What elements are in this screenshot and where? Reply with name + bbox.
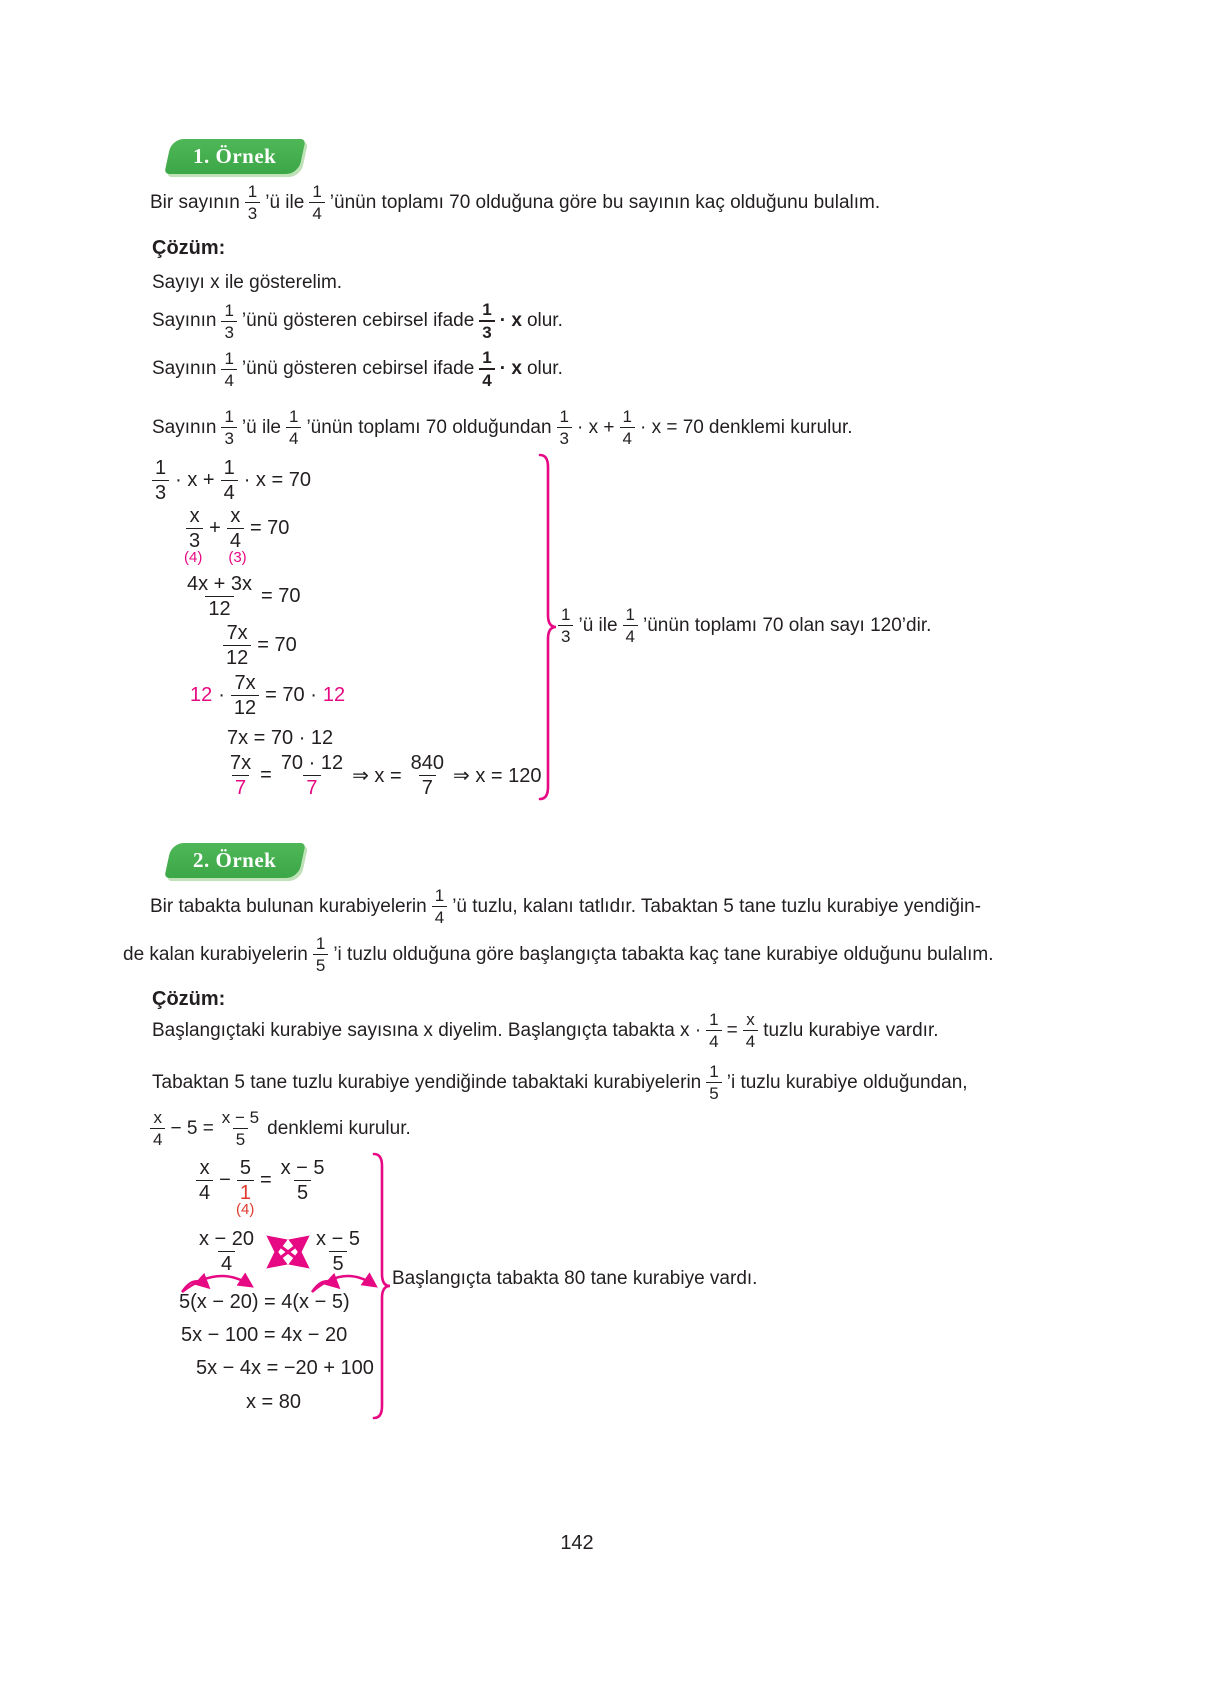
fraction: $\frac{840}{7}$	[410, 752, 445, 800]
fraction: $\frac{1}{4}$	[479, 348, 494, 390]
step-annotation: (4) (3)	[184, 549, 247, 566]
denominator: 4	[309, 202, 324, 223]
fraction: $\frac{1}{3}$	[479, 300, 494, 342]
cross-multiply-arrows-icon	[263, 1231, 313, 1273]
solution-line: $\frac{x}{4}$ − 5 = $\frac{x - 5}{5}$ denklemi kurulur.	[150, 1108, 411, 1149]
math-step: $\frac{1}{3}$ · x + $\frac{1}{4}$ · x = 70	[152, 457, 311, 505]
math-step: $\frac{x}{3}$ + $\frac{x}{4}$ = 70	[186, 505, 289, 553]
math-step: x = 80	[246, 1391, 302, 1413]
fraction: $\frac{x}{4}$	[196, 1157, 213, 1205]
fraction	[309, 182, 324, 223]
fraction: $\frac{1}{3}$	[221, 407, 236, 448]
math-step: 5x − 4x = −20 + 100	[196, 1357, 374, 1379]
example2-problem-text-line2: de kalan kurabiyelerin $\frac{1}{5}$ ’i tuzlu olduğuna göre başlangıçta tabakta kaç tane kurabiye olduğunu bulalım.	[123, 934, 994, 976]
fraction: $\frac{x - 5}{5}$	[280, 1157, 325, 1205]
math-step: 5(x − 20) = 4(x − 5)	[179, 1291, 350, 1313]
math-step: $\frac{x}{4}$ − $\frac{5}{1}$ = $\frac{x - 5}{5}$	[196, 1157, 328, 1205]
fraction	[245, 182, 260, 223]
fraction: $\frac{x - 20}{4}$	[199, 1228, 255, 1276]
math-step: $\frac{7x}{7}$ = $\frac{70 \cdot 12}{7}$ ⇒ x = $\frac{840}{7}$ ⇒ x = 120	[227, 752, 542, 800]
fraction: $\frac{1}{4}$	[286, 407, 301, 448]
fraction: $\frac{1}{4}$	[706, 1010, 721, 1051]
fraction: $\frac{1}{5}$	[706, 1062, 721, 1103]
example1-badge	[164, 139, 305, 174]
fraction: $\frac{7x}{12}$	[231, 672, 259, 720]
fraction: $\frac{x}{3}$	[186, 505, 203, 553]
fraction: $\frac{1}{5}$	[313, 934, 328, 975]
fraction: $\frac{x - 5}{5}$	[316, 1228, 360, 1276]
summary-brace-icon	[368, 1152, 394, 1420]
fraction: $\frac{1}{3}$	[152, 457, 169, 505]
example2-badge	[164, 843, 305, 878]
fraction: $\frac{1}{4}$	[221, 457, 238, 505]
fraction: $\frac{7x}{12}$	[223, 622, 251, 670]
solution-line: Sayının $\frac{1}{4}$ ’ünü gösteren cebirsel ifade $\frac{1}{4}$ · x olur.	[152, 348, 563, 391]
fraction: $\frac{70 \cdot 12}{7}$	[280, 752, 344, 800]
solution-line: Sayının $\frac{1}{3}$ ’ü ile $\frac{1}{4}$ ’ünün toplamı 70 olduğundan $\frac{1}{3}$ · x + $\frac{1}{4}$ · x = 70 denklemi kurulur.	[152, 407, 853, 449]
fraction: $\frac{1}{4}$	[620, 407, 635, 448]
fraction: $\frac{4x + 3x}{12}$	[187, 573, 253, 621]
math-step	[196, 1228, 363, 1276]
example1-solution-heading: Çözüm:	[152, 237, 226, 259]
fraction: $\frac{7x}{7}$	[230, 752, 252, 800]
fraction: $\frac{1}{4}$	[221, 349, 236, 390]
denominator: 3	[245, 202, 260, 223]
page-number: 142	[560, 1532, 594, 1554]
badge-label: 2. Örnek	[193, 848, 277, 872]
example2-summary-note: Başlangıçta tabakta 80 tane kurabiye vardı.	[392, 1268, 758, 1289]
math-step: 5x − 100 = 4x − 20	[181, 1324, 348, 1346]
fraction: $\frac{1}{3}$	[221, 301, 236, 342]
example1-summary-note: $\frac{1}{3}$ ’ü ile $\frac{1}{4}$ ’ünün toplamı 70 olan sayı 120’dir.	[558, 605, 931, 646]
fraction: $\frac{x}{4}$	[743, 1010, 758, 1051]
example2-problem-text-line1: Bir tabakta bulunan kurabiyelerin $\frac{1}{4}$ ’ü tuzlu, kalanı tatlıdır. Tabaktan 5 tane tuzlu kurabiye yendiğin-	[150, 886, 982, 928]
solution-line: Sayıyı x ile gösterelim.	[152, 272, 343, 293]
math-step: 7x = 70 · 12	[227, 727, 334, 749]
step-annotation: (4)	[236, 1201, 255, 1218]
badge-label: 1. Örnek	[193, 144, 277, 168]
math-step: $\frac{7x}{12}$ = 70	[223, 622, 297, 670]
numerator: 1	[247, 182, 258, 201]
solution-line: Sayının $\frac{1}{3}$ ’ünü gösteren cebirsel ifade $\frac{1}{3}$ · x olur.	[152, 300, 563, 343]
solution-line: Başlangıçtaki kurabiye sayısına x diyelim. Başlangıçta tabakta x · $\frac{1}{4}$ = $\frac{x}{4}$ tuzlu kurabiye vardır.	[152, 1010, 939, 1052]
example1-problem-text: Bir sayının $\frac{1}{3}$ ’ü ile $\frac{1}{4}$ ’ünün toplamı 70 olduğuna göre bu sayının kaç olduğunu bulalım.	[150, 182, 881, 224]
fraction: $\frac{1}{3}$	[557, 407, 572, 448]
solution-line: Tabaktan 5 tane tuzlu kurabiye yendiğinde tabaktaki kurabiyelerin $\frac{1}{5}$ ’i tuzlu kurabiye olduğundan,	[152, 1062, 968, 1104]
math-step: $\frac{4x + 3x}{12}$ = 70	[184, 573, 301, 621]
fraction: $\frac{1}{4}$	[623, 605, 638, 646]
fraction: $\frac{x}{4}$	[150, 1108, 165, 1149]
fraction: $\frac{x - 5}{5}$	[221, 1108, 260, 1150]
example2-solution-heading: Çözüm:	[152, 988, 226, 1010]
fraction: $\frac{1}{4}$	[432, 886, 447, 927]
summary-brace-icon	[534, 453, 560, 801]
math-step: 12 · $\frac{7x}{12}$ = 70 · 12	[190, 672, 346, 720]
fraction: $\frac{5}{1}$	[237, 1157, 254, 1205]
numerator: 1	[312, 182, 322, 201]
fraction: $\frac{x}{4}$	[227, 505, 244, 553]
fraction: $\frac{1}{3}$	[558, 605, 573, 646]
